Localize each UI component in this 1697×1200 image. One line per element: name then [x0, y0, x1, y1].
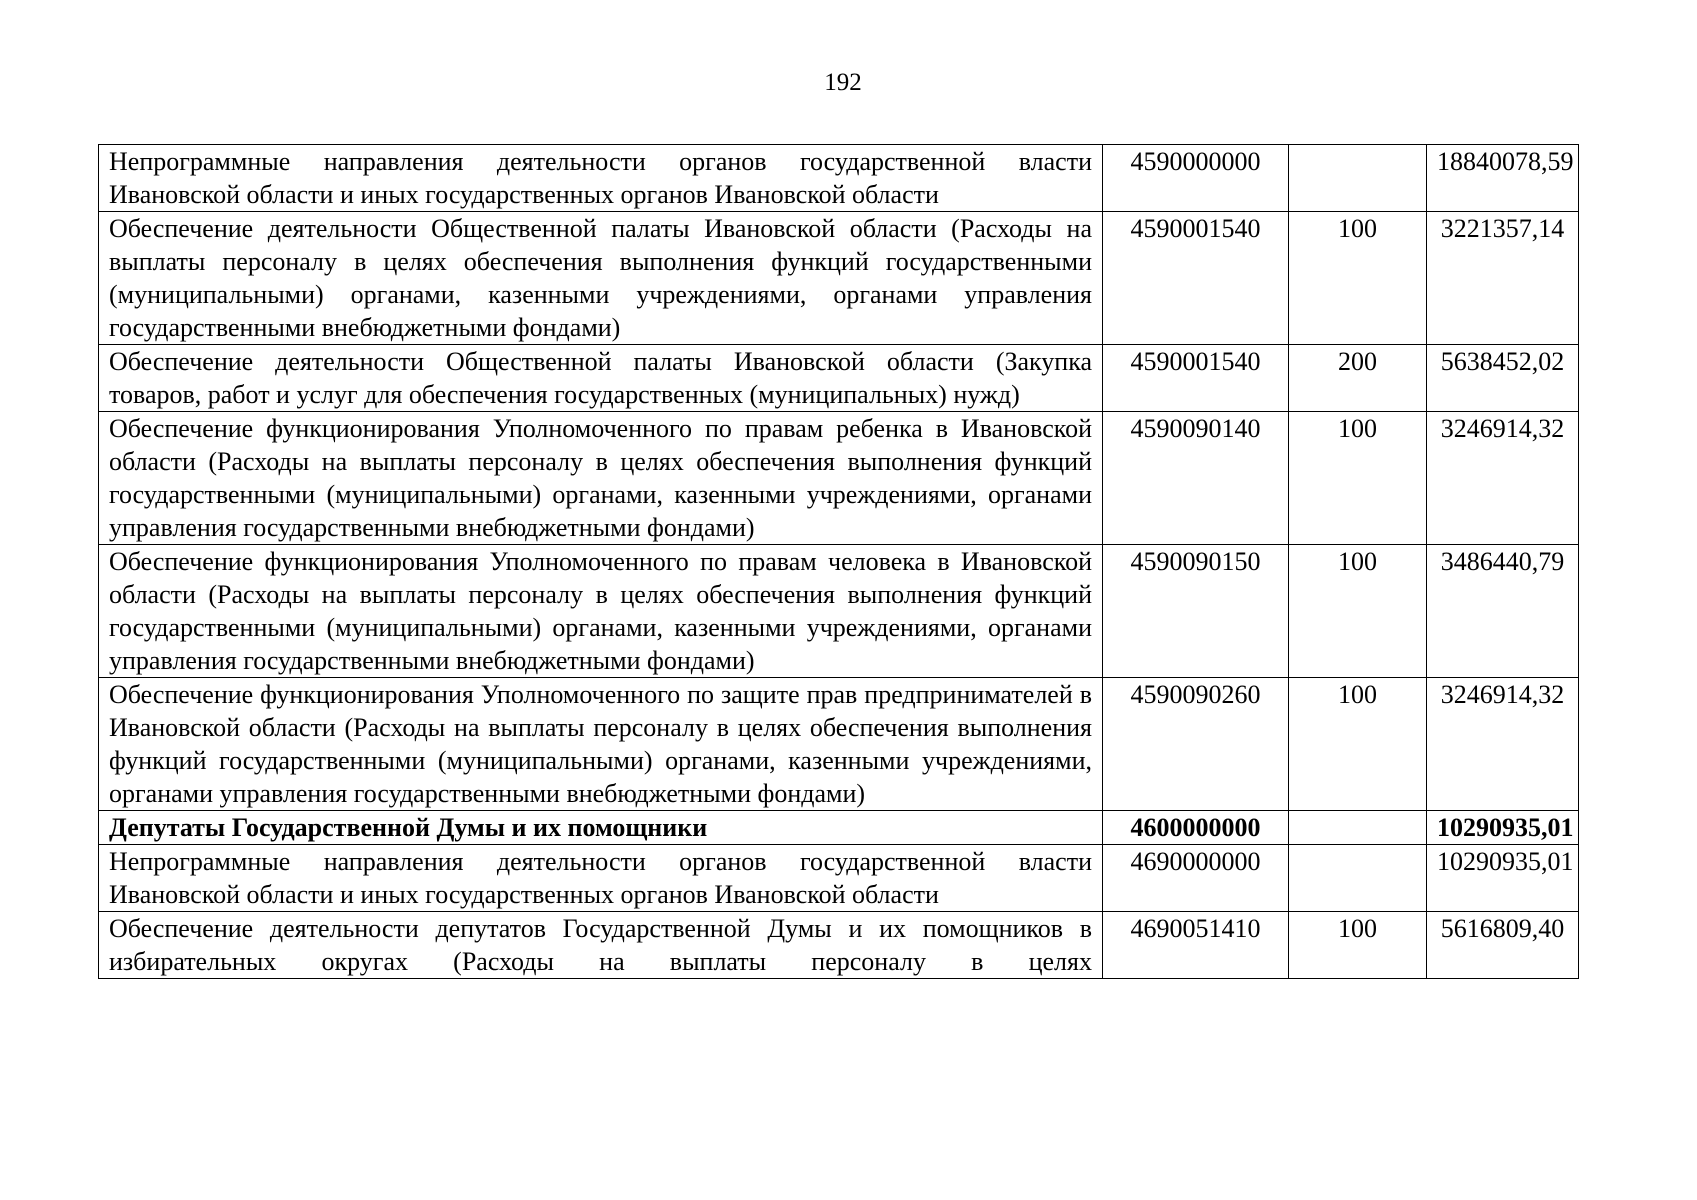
row-description: Обеспечение функционирования Уполномоченного по правам ребенка в Ивановской области (Расходы на выплаты персоналу в целях обеспечения выполнения функций государственными (муниципальными) органами, казенными учреждениями, органами управления государственными внебюджетными фондами)	[99, 412, 1103, 545]
budget-table	[98, 144, 1579, 979]
row-description: Обеспечение деятельности Общественной палаты Ивановской области (Закупка товаров, работ и услуг для обеспечения государственных (муниципальных) нужд)	[99, 345, 1103, 412]
row-target-code: 4600000000	[1103, 811, 1289, 845]
row-expense-type: 100	[1289, 412, 1427, 545]
row-expense-type: 100	[1289, 212, 1427, 345]
table-row	[99, 545, 1579, 678]
row-amount: 3221357,14	[1427, 212, 1579, 345]
row-amount: 5616809,40	[1427, 912, 1579, 979]
table-row-section-total	[99, 811, 1579, 845]
table-row	[99, 412, 1579, 545]
row-description: Обеспечение функционирования Уполномоченного по правам человека в Ивановской области (Расходы на выплаты персоналу в целях обеспечения выполнения функций государственными (муниципальными) органами, казенными учреждениями, органами управления государственными внебюджетными фондами)	[99, 545, 1103, 678]
row-amount: 18840078,59	[1427, 145, 1579, 212]
row-expense-type: 100	[1289, 912, 1427, 979]
row-expense-type: 100	[1289, 678, 1427, 811]
row-target-code: 4590000000	[1103, 145, 1289, 212]
table-row	[99, 212, 1579, 345]
row-description: Обеспечение функционирования Уполномоченного по защите прав предпринимателей в Ивановской области (Расходы на выплаты персоналу в целях обеспечения выполнения функций государственными (муниципальными) органами, казенными учреждениями, органами управления государственными внебюджетными фондами)	[99, 678, 1103, 811]
row-amount: 10290935,01	[1427, 811, 1579, 845]
row-target-code: 4690051410	[1103, 912, 1289, 979]
row-target-code: 4590090150	[1103, 545, 1289, 678]
row-expense-type	[1289, 811, 1427, 845]
row-target-code: 4590001540	[1103, 212, 1289, 345]
row-amount: 5638452,02	[1427, 345, 1579, 412]
row-description: Обеспечение деятельности депутатов Государственной Думы и их помощников в избирательных округах (Расходы на выплаты персоналу в целях	[99, 912, 1103, 979]
row-expense-type: 100	[1289, 545, 1427, 678]
row-description: Непрограммные направления деятельности органов государственной власти Ивановской области и иных государственных органов Ивановской области	[99, 145, 1103, 212]
row-description: Обеспечение деятельности Общественной палаты Ивановской области (Расходы на выплаты персоналу в целях обеспечения выполнения функций государственными (муниципальными) органами, казенными учреждениями, органами управления государственными внебюджетными фондами)	[99, 212, 1103, 345]
row-expense-type: 200	[1289, 345, 1427, 412]
page-number: 192	[824, 69, 862, 96]
row-expense-type	[1289, 145, 1427, 212]
table-row	[99, 912, 1579, 979]
row-description: Непрограммные направления деятельности органов государственной власти Ивановской области и иных государственных органов Ивановской области	[99, 845, 1103, 912]
row-target-code: 4590090140	[1103, 412, 1289, 545]
row-amount: 3246914,32	[1427, 678, 1579, 811]
table-row	[99, 345, 1579, 412]
table-row	[99, 145, 1579, 212]
row-amount: 3486440,79	[1427, 545, 1579, 678]
row-description: Депутаты Государственной Думы и их помощники	[99, 811, 1103, 845]
table-row	[99, 678, 1579, 811]
row-amount: 3246914,32	[1427, 412, 1579, 545]
row-target-code: 4690000000	[1103, 845, 1289, 912]
row-amount: 10290935,01	[1427, 845, 1579, 912]
row-target-code: 4590090260	[1103, 678, 1289, 811]
table-row	[99, 845, 1579, 912]
row-expense-type	[1289, 845, 1427, 912]
row-target-code: 4590001540	[1103, 345, 1289, 412]
